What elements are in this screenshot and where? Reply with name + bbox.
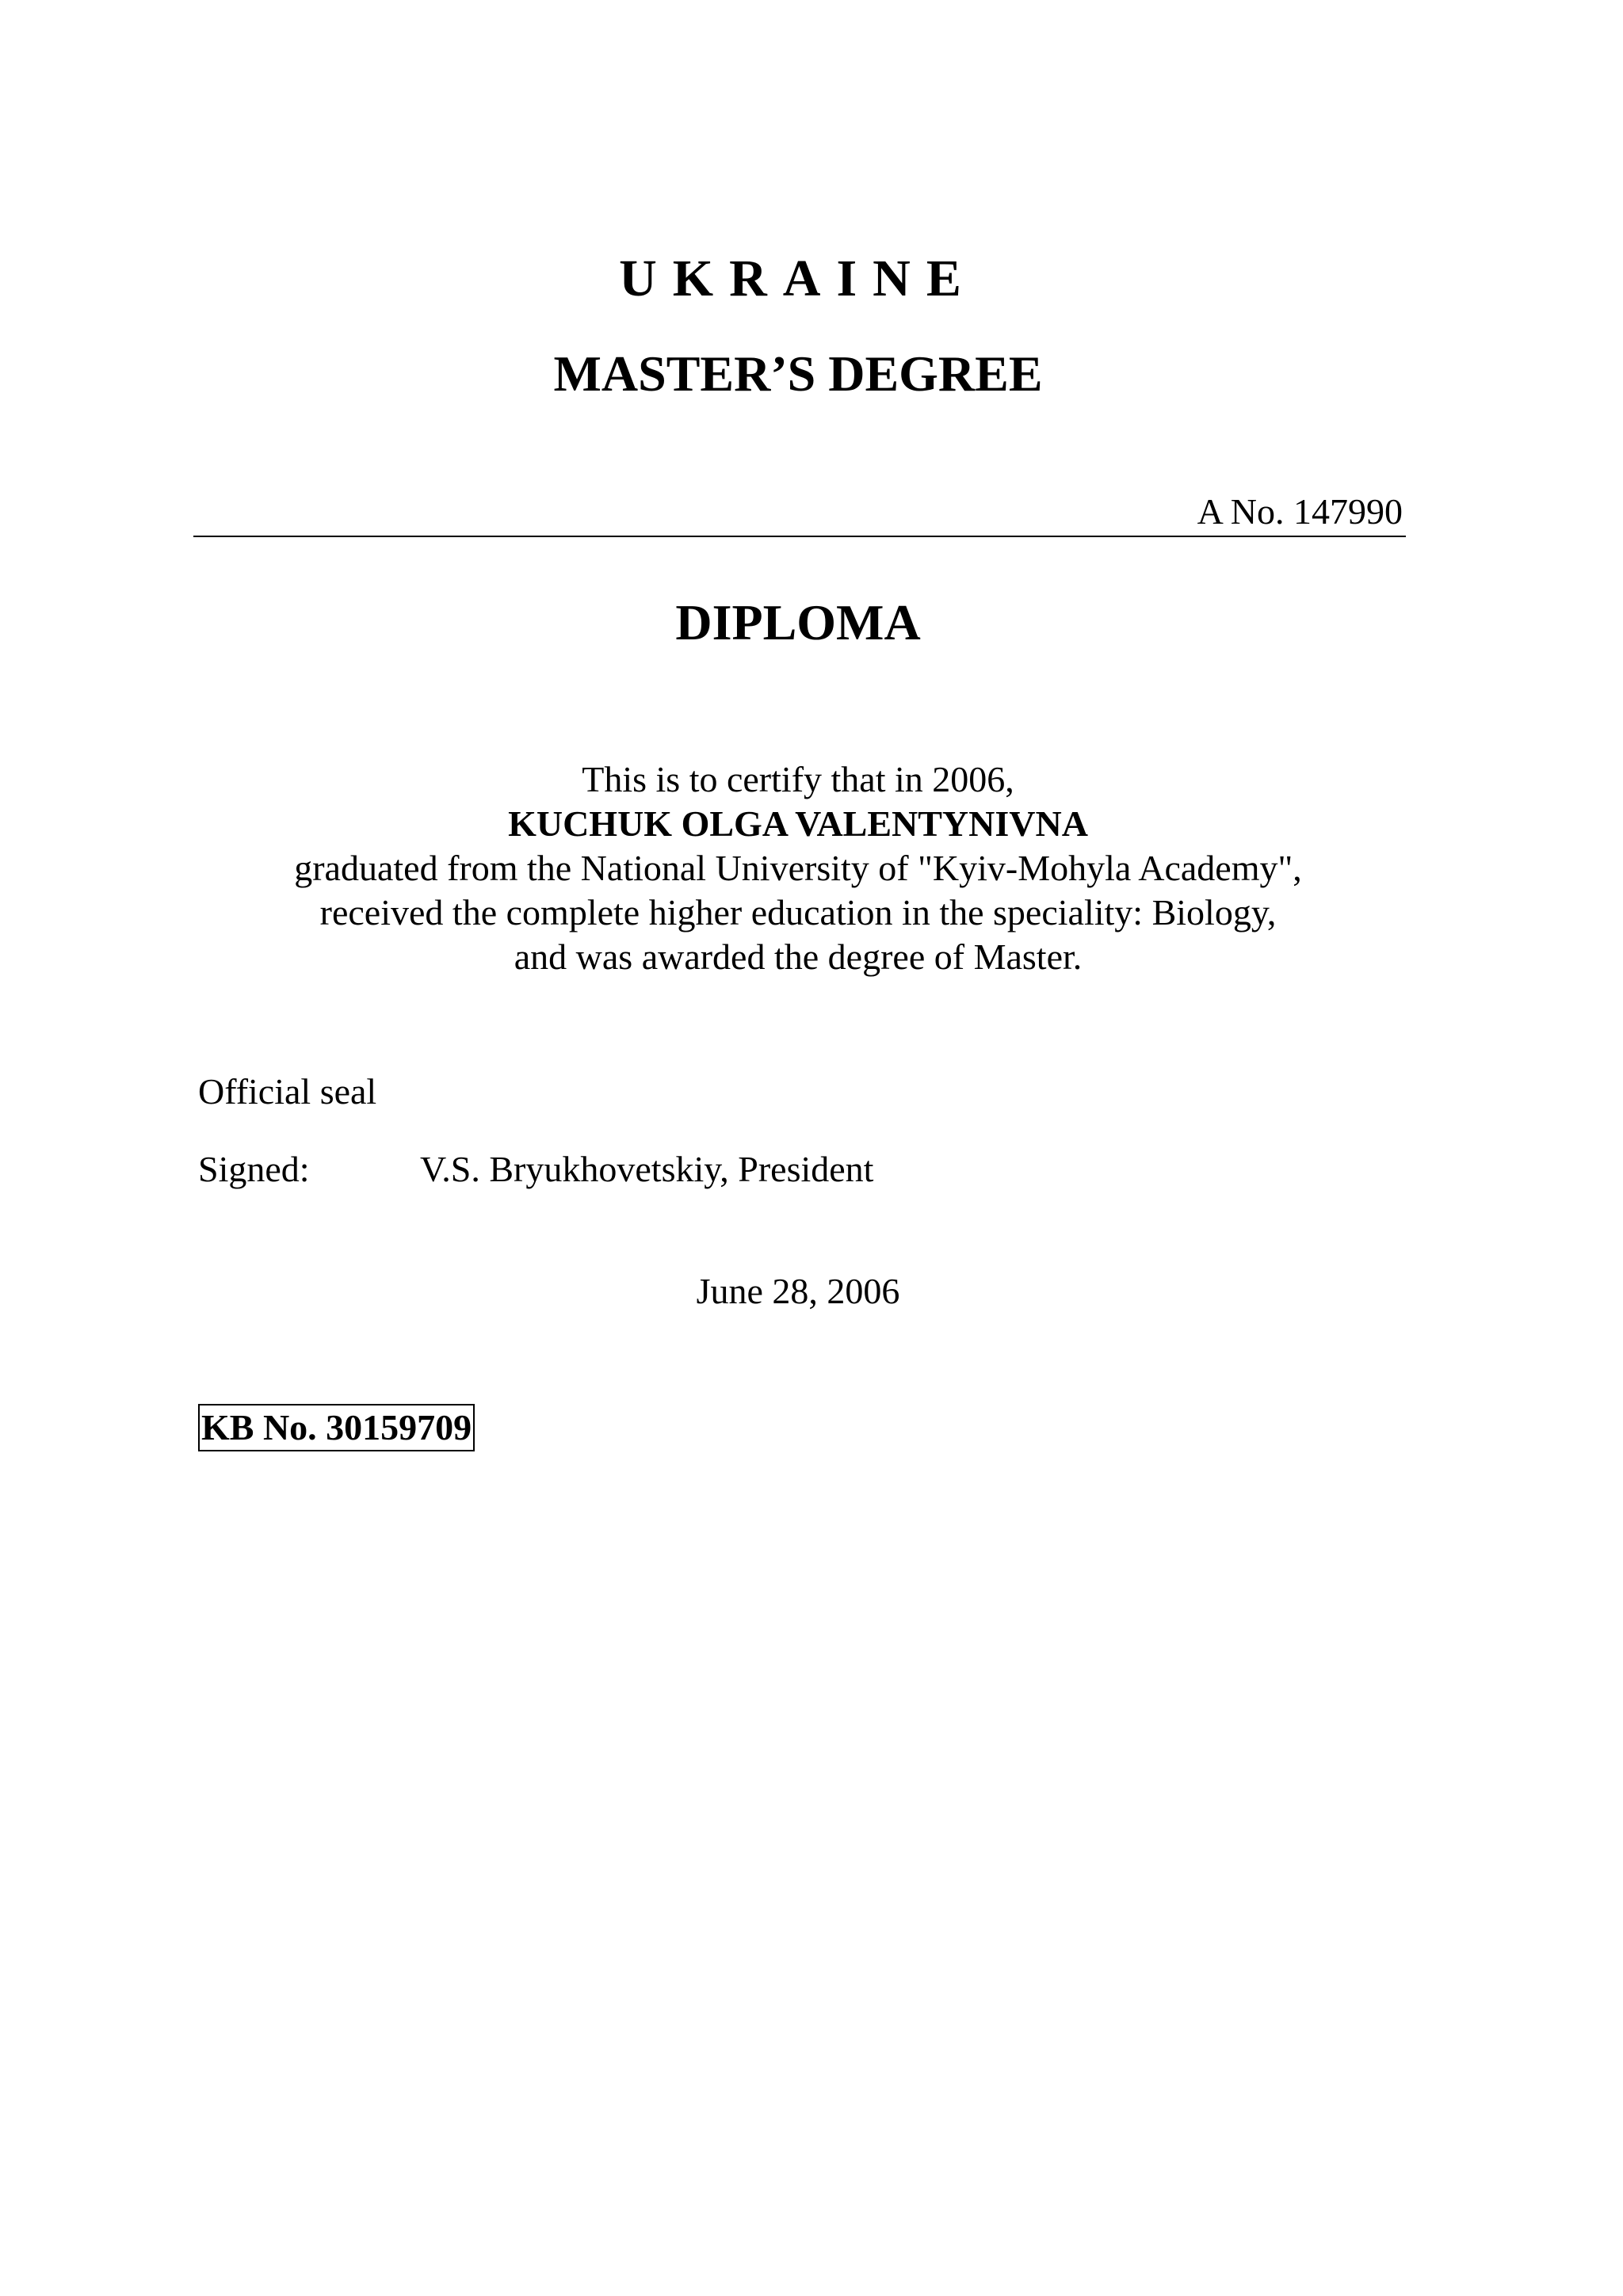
certification-line-4: received the complete higher education in the speciality: Biology, bbox=[319, 892, 1277, 933]
certification-line-1: This is to certify that in 2006, bbox=[582, 759, 1014, 799]
signed-label: Signed: bbox=[198, 1149, 310, 1189]
certification-block bbox=[0, 757, 1596, 979]
certification-line-3: graduated from the National University of "Kyiv-Mohyla Academy", bbox=[294, 848, 1302, 888]
country-heading: UKRAINE bbox=[619, 250, 977, 307]
form-number: A No. 147990 bbox=[1197, 491, 1403, 532]
diploma-title: DIPLOMA bbox=[675, 594, 921, 650]
signatory: V.S. Bryukhovetskiy, President bbox=[420, 1149, 874, 1189]
certification-line-5: and was awarded the degree of Master. bbox=[514, 936, 1083, 977]
issue-date: June 28, 2006 bbox=[696, 1271, 900, 1311]
official-seal-label: Official seal bbox=[198, 1071, 377, 1112]
graduate-name: KUCHUK OLGA VALENTYNIVNA bbox=[508, 803, 1088, 844]
degree-heading: MASTER’S DEGREE bbox=[553, 345, 1043, 402]
horizontal-rule bbox=[193, 536, 1406, 537]
serial-number-box: KB No. 30159709 bbox=[198, 1404, 475, 1451]
